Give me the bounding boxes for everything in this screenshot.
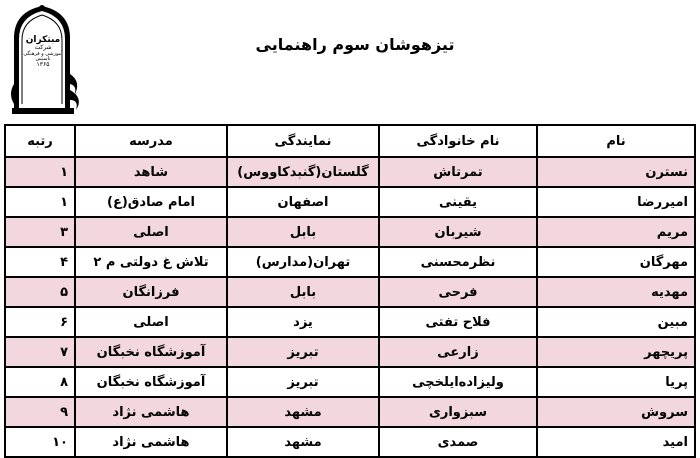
- cell-representative: گلستان(گنبدکاووس): [227, 157, 379, 187]
- cell-name: پریا: [537, 367, 695, 397]
- cell-name: امید: [537, 427, 695, 457]
- cell-family: یقینی: [379, 187, 537, 217]
- cell-school: اصلی: [75, 307, 227, 337]
- logo-year-text: ۱۳۶۵: [36, 61, 50, 69]
- cell-name: امیررضا: [537, 187, 695, 217]
- header-representative: نمایندگی: [227, 125, 379, 157]
- rankings-table: [4, 124, 696, 458]
- cell-rank: ۹: [5, 397, 75, 427]
- table-row: [5, 367, 695, 397]
- table-row: [5, 157, 695, 187]
- header-rank: رتبه: [5, 125, 75, 157]
- cell-representative: بابل: [227, 277, 379, 307]
- cell-family: صمدی: [379, 427, 537, 457]
- cell-representative: یزد: [227, 307, 379, 337]
- cell-rank: ۱: [5, 157, 75, 187]
- cell-school: آموزشگاه نخبگان: [75, 337, 227, 367]
- logo-founded-text: تاسیس: [35, 55, 51, 62]
- cell-name: سروش: [537, 397, 695, 427]
- table-row: [5, 397, 695, 427]
- cell-name: مهدیه: [537, 277, 695, 307]
- cell-family: فرحی: [379, 277, 537, 307]
- cell-rank: ۵: [5, 277, 75, 307]
- cell-rank: ۸: [5, 367, 75, 397]
- header-school: مدرسه: [75, 125, 227, 157]
- cell-school: هاشمی نژاد: [75, 397, 227, 427]
- cell-rank: ۱: [5, 187, 75, 217]
- company-logo: [8, 4, 84, 116]
- cell-rank: ۱۰: [5, 427, 75, 457]
- cell-family: نظرمحسنی: [379, 247, 537, 277]
- table-row: [5, 337, 695, 367]
- cell-family: زارعی: [379, 337, 537, 367]
- cell-family: تمرتاش: [379, 157, 537, 187]
- logo-brand-text: مبتکران: [25, 35, 61, 45]
- cell-family: سبزواری: [379, 397, 537, 427]
- table-row: [5, 247, 695, 277]
- cell-name: مبین: [537, 307, 695, 337]
- cell-school: شاهد: [75, 157, 227, 187]
- cell-representative: مشهد: [227, 397, 379, 427]
- cell-school: هاشمی نژاد: [75, 427, 227, 457]
- cell-school: تلاش غ دولتی م ۲: [75, 247, 227, 277]
- header-name: نام: [537, 125, 695, 157]
- cell-school: آموزشگاه نخبگان: [75, 367, 227, 397]
- cell-rank: ۳: [5, 217, 75, 247]
- cell-school: فرزانگان: [75, 277, 227, 307]
- cell-representative: اصفهان: [227, 187, 379, 217]
- cell-representative: تبریز: [227, 337, 379, 367]
- cell-rank: ۶: [5, 307, 75, 337]
- table-row: [5, 307, 695, 337]
- cell-representative: تهران(مدارس): [227, 247, 379, 277]
- cell-rank: ۷: [5, 337, 75, 367]
- table-row: [5, 217, 695, 247]
- cell-name: پریچهر: [537, 337, 695, 367]
- cell-school: امام صادق(ع): [75, 187, 227, 217]
- page-title: تیزهوشان سوم راهنمایی: [255, 35, 455, 54]
- table-header-row: [5, 125, 695, 157]
- cell-family: فلاح تفتی: [379, 307, 537, 337]
- cell-family: شیربان: [379, 217, 537, 247]
- logo-company-text: شرکت: [34, 44, 52, 52]
- cell-school: اصلی: [75, 217, 227, 247]
- cell-representative: تبریز: [227, 367, 379, 397]
- table-row: [5, 187, 695, 217]
- cell-family: ولیزاده‌ایلخچی: [379, 367, 537, 397]
- cell-name: مریم: [537, 217, 695, 247]
- table-row: [5, 277, 695, 307]
- table-row: [5, 427, 695, 457]
- cell-name: نسترن: [537, 157, 695, 187]
- cell-representative: مشهد: [227, 427, 379, 457]
- cell-representative: بابل: [227, 217, 379, 247]
- header-family: نام خانوادگی: [379, 125, 537, 157]
- logo-type-text: آموزشی و فرهنگی: [23, 50, 63, 57]
- cell-rank: ۴: [5, 247, 75, 277]
- cell-name: مهرگان: [537, 247, 695, 277]
